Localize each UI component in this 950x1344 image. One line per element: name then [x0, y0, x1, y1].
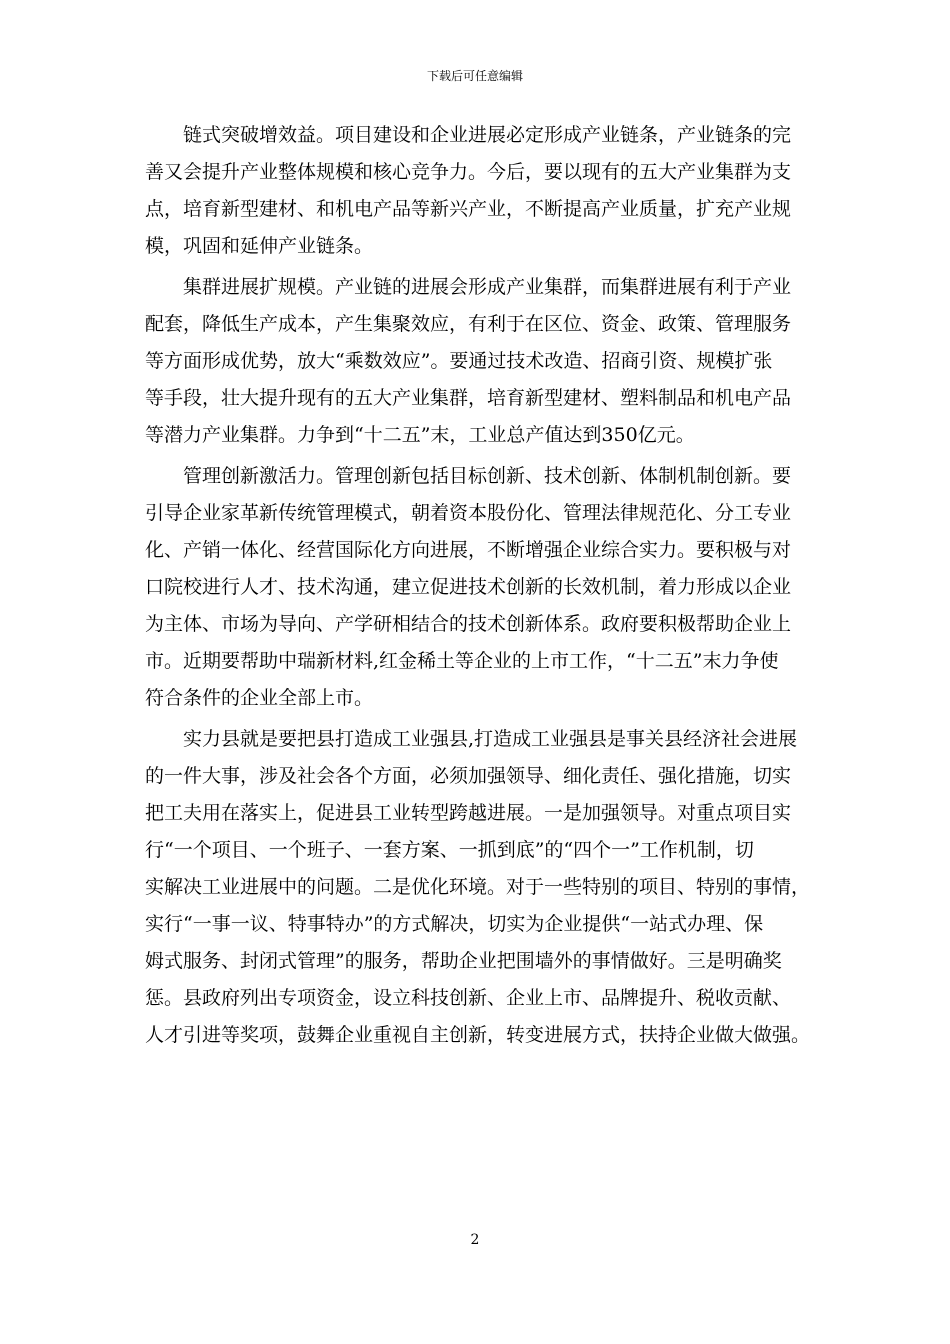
- text-line: 口院校进行人才、技术沟通，建立促进技术创新的长效机制，着力形成以企业: [145, 576, 792, 598]
- page-number: 2: [470, 1232, 480, 1248]
- text-line: 行“一个项目、一个班子、一套方案、一抓到底”的“四个一”工作机制，切: [145, 839, 754, 861]
- text-line: 链式突破增效益。项目建设和企业进展必定形成产业链条，产业链条的完: [183, 124, 792, 146]
- text-line: 善又会提升产业整体规模和核心竞争力。今后，要以现有的五大产业集群为支: [145, 161, 792, 183]
- text-line: 等潜力产业集群。力争到“十二五”末，工业总产值达到350亿元。: [145, 424, 695, 446]
- text-line: 化、产销一体化、经营国际化方向进展，不断增强企业综合实力。要积极与对: [145, 539, 792, 561]
- text-line: 人才引进等奖项，鼓舞企业重视自主创新，转变进展方式，扶持企业做大做强。: [145, 1024, 811, 1046]
- page-footer: [0, 1231, 950, 1249]
- text-line: 引导企业家革新传统管理模式，朝着资本股份化、管理法律规范化、分工专业: [145, 502, 792, 524]
- text-line: 模，巩固和延伸产业链条。: [145, 235, 374, 257]
- text-line: 的一件大事，涉及社会各个方面，必须加强领导、细化责任、强化措施，切实: [145, 765, 792, 787]
- text-line: 实力县就是要把县打造成工业强县,打造成工业强县是事关县经济社会进展: [183, 728, 798, 750]
- text-line: 配套，降低生产成本，产生集聚效应，有利于在区位、资金、政策、管理服务: [145, 313, 792, 335]
- paragraph-chain-breakthrough: [145, 117, 817, 265]
- text-line: 实行“一事一议、特事特办”的方式解决，切实为企业提供“一站式办理、保: [145, 913, 764, 935]
- text-line: 集群进展扩规模。产业链的进展会形成产业集群，而集群进展有利于产业: [183, 276, 792, 298]
- paragraph-management-innovation: [145, 458, 817, 717]
- page-header: [0, 68, 950, 84]
- text-line: 惩。县政府列出专项资金，设立科技创新、企业上市、品牌提升、税收贡献、: [145, 987, 792, 1009]
- header-text: 下载后可任意编辑: [426, 69, 523, 83]
- text-line: 点，培育新型建材、和机电产品等新兴产业，不断提高产业质量，扩充产业规: [145, 198, 792, 220]
- paragraph-cluster-scale: [145, 269, 817, 454]
- text-line: 市。近期要帮助中瑞新材料,红金稀土等企业的上市工作，“十二五”末力争使: [145, 650, 779, 672]
- text-line: 管理创新激活力。管理创新包括目标创新、技术创新、体制机制创新。要: [183, 465, 792, 487]
- text-line: 符合条件的企业全部上市。: [145, 687, 374, 709]
- text-line: 姆式服务、封闭式管理”的服务，帮助企业把围墙外的事情做好。三是明确奖: [145, 950, 782, 972]
- text-line: 把工夫用在落实上，促进县工业转型跨越进展。一是加强领导。对重点项目实: [145, 802, 792, 824]
- text-line: 实解决工业进展中的问题。二是优化环境。对于一些特别的项目、特别的事情，: [145, 876, 811, 898]
- text-line: 等方面形成优势，放大“乘数效应”。要通过技术改造、招商引资、规模扩张: [145, 350, 773, 372]
- paragraph-strong-county: [145, 721, 817, 1054]
- text-line: 等手段，壮大提升现有的五大产业集群，培育新型建材、塑料制品和机电产品: [145, 387, 792, 409]
- text-line: 为主体、市场为导向、产学研相结合的技术创新体系。政府要积极帮助企业上: [145, 613, 792, 635]
- document-body: [145, 117, 817, 1058]
